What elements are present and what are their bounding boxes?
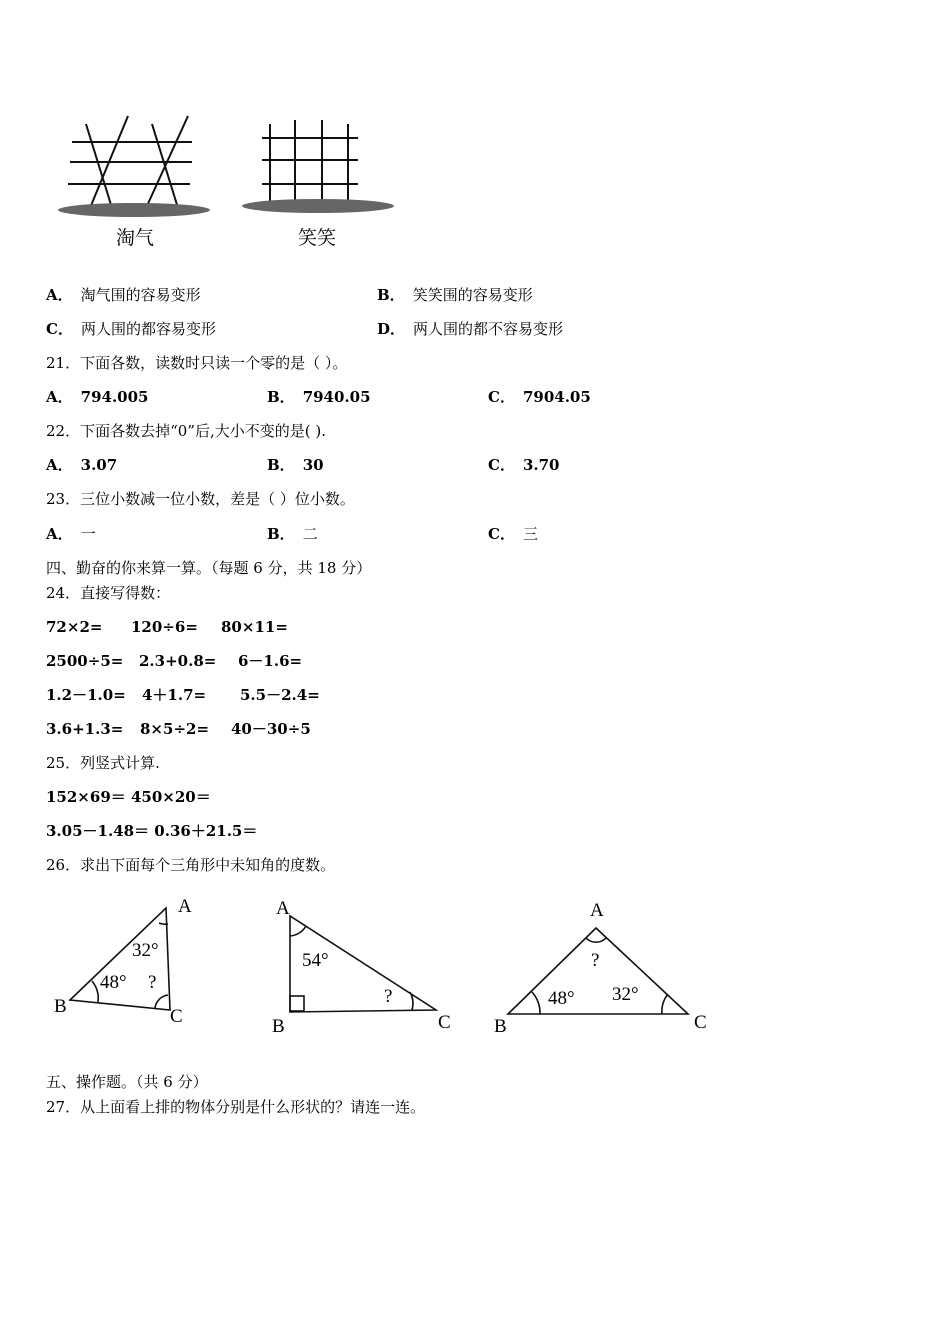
q24-item: 2.3+0.8= (139, 652, 217, 670)
q22-option-a[interactable]: A． 3.07 (46, 456, 118, 474)
q27-stem: 27．从上面看上排的物体分别是什么形状的？请连一连。 (46, 1098, 426, 1116)
section-4-heading: 四、勤奋的你来算一算。（每题 6 分，共 18 分） (46, 559, 372, 577)
q20-option-a[interactable]: A． 淘气围的容易变形 (46, 286, 201, 304)
taoqi-base (58, 203, 210, 217)
t2-vertex-a: A (276, 898, 290, 919)
t1-vertex-a: A (178, 896, 192, 917)
triangles-svg (40, 890, 730, 1050)
q24-row-1 (46, 617, 446, 637)
q24-row-4 (46, 719, 446, 739)
t2-vertex-b: B (272, 1016, 285, 1037)
t2-vertex-c: C (438, 1012, 451, 1033)
t1-vertex-b: B (54, 996, 67, 1017)
q24-item: 8×5÷2= (140, 720, 210, 738)
triangle-3 (508, 928, 688, 1014)
q25-stem: 25．列竖式计算. (46, 754, 160, 772)
xiaoxiao-fence (262, 120, 358, 206)
xiaoxiao-label: 笑笑 (298, 228, 337, 249)
q23-stem: 23．三位小数减一位小数，差是（ ）位小数。 (46, 490, 355, 508)
t2-angle-a: 54° (302, 950, 329, 971)
q24-item: 4＋1.7= (142, 686, 207, 704)
t3-vertex-a: A (590, 900, 604, 921)
q24-row-2 (46, 651, 446, 671)
t1-vertex-c: C (170, 1006, 183, 1027)
q24-item: 80×11= (221, 618, 288, 636)
q20-option-d[interactable]: D． 两人围的都不容易变形 (377, 320, 564, 338)
t3-angle-a: ? (591, 950, 600, 971)
q22-option-c[interactable]: C． 3.70 (488, 456, 560, 474)
q23-option-a[interactable]: A． 一 (46, 525, 96, 543)
q24-item: 1.2－1.0= (46, 686, 126, 704)
taoqi-label: 淘气 (116, 228, 155, 249)
q21-option-a[interactable]: A． 794.005 (46, 388, 149, 406)
t3-vertex-c: C (694, 1012, 707, 1033)
t3-angle-c: 32° (612, 984, 639, 1005)
q23-option-c[interactable]: C． 三 (488, 525, 538, 543)
taoqi-fence (68, 116, 192, 208)
q24-item: 120÷6= (131, 618, 198, 636)
fence-figures (50, 110, 410, 260)
q21-stem: 21．下面各数，读数时只读一个零的是（ ）。 (46, 354, 348, 372)
q24-item: 72×2= (46, 618, 103, 636)
q24-item: 6－1.6= (238, 652, 303, 670)
t3-angle-b: 48° (548, 988, 575, 1009)
q26-stem: 26．求出下面每个三角形中未知角的度数。 (46, 856, 336, 874)
q20-option-b[interactable]: B． 笑笑围的容易变形 (377, 286, 533, 304)
q24-item: 5.5－2.4= (240, 686, 320, 704)
q22-stem: 22．下面各数去掉“0”后,大小不变的是( ). (46, 422, 326, 440)
t1-angle-c: ? (148, 972, 157, 993)
q20-option-c[interactable]: C． 两人围的都容易变形 (46, 320, 216, 338)
q22-option-b[interactable]: B． 30 (267, 456, 324, 474)
t3-vertex-b: B (494, 1016, 507, 1037)
triangles-figure (40, 890, 730, 1050)
q21-option-c[interactable]: C． 7904.05 (488, 388, 591, 406)
t1-angle-b: 48° (100, 972, 127, 993)
q24-item: 3.6+1.3= (46, 720, 124, 738)
q25-line-2: 3.05－1.48＝ 0.36＋21.5＝ (46, 822, 258, 840)
q24-item: 2500÷5= (46, 652, 124, 670)
fence-drawings (50, 110, 410, 260)
t2-angle-c: ? (384, 986, 393, 1007)
t1-angle-a: 32° (132, 940, 159, 961)
q21-option-b[interactable]: B． 7940.05 (267, 388, 371, 406)
q24-stem: 24．直接写得数： (46, 584, 171, 602)
q25-line-1: 152×69＝ 450×20＝ (46, 788, 211, 806)
q24-row-3 (46, 685, 446, 705)
section-5-heading: 五、操作题。（共 6 分） (46, 1073, 208, 1091)
q23-option-b[interactable]: B． 二 (267, 525, 318, 543)
xiaoxiao-base (242, 199, 394, 213)
q24-item: 40－30÷5 (231, 720, 311, 738)
